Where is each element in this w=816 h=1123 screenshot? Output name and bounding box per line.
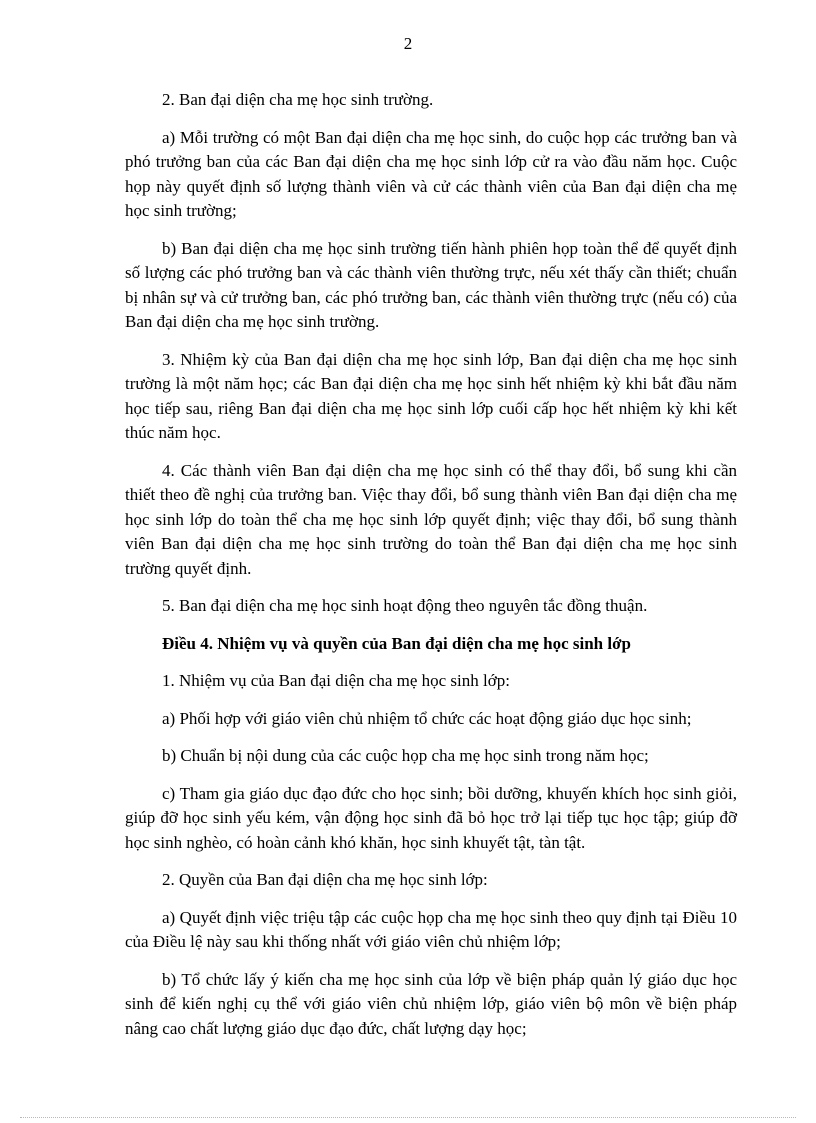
paragraph-2b: b) Ban đại diện cha mẹ học sinh trường tiến hành phiên họp toàn thể để quyết định số lượng các phó trưởng ban và các thành viên thường trực, nếu xét thấy cần thiết; chuẩn bị nhân sự và cử trưởng ban, các phó trưởng ban, các thành viên thường trực (nếu có) của Ban đại diện cha mẹ học sinh trường. xyxy=(125,238,737,331)
paragraph-duty-c: c) Tham gia giáo dục đạo đức cho học sinh; bồi dưỡng, khuyến khích học sinh giỏi, giúp đỡ học sinh yếu kém, vận động học sinh đã bỏ học trở lại tiếp tục học tập; giúp đỡ học sinh nghèo, có hoàn cảnh khó khăn, học sinh khuyết tật, tàn tật. xyxy=(125,783,737,852)
paragraph-duties-intro: 1. Nhiệm vụ của Ban đại diện cha mẹ học sinh lớp: xyxy=(162,671,510,690)
paragraph-section-4: 4. Các thành viên Ban đại diện cha mẹ học sinh có thể thay đổi, bổ sung khi cần thiết theo đề nghị của trưởng ban. Việc thay đổi, bổ sung thành viên Ban đại diện cha mẹ học sinh lớp do toàn thể cha mẹ học sinh lớp quyết định; việc thay đổi, bổ sung thành viên Ban đại diện cha mẹ học sinh trường do toàn thể Ban đại diện cha mẹ học sinh trường quyết định. xyxy=(125,460,737,578)
paragraph-duty-a: a) Phối hợp với giáo viên chủ nhiệm tổ chức các hoạt động giáo dục học sinh; xyxy=(162,708,692,728)
page-bottom-divider xyxy=(20,1117,796,1118)
paragraph-section-5: 5. Ban đại diện cha mẹ học sinh hoạt động theo nguyên tắc đồng thuận. xyxy=(162,596,648,615)
paragraph-rights-intro: 2. Quyền của Ban đại diện cha mẹ học sinh lớp: xyxy=(162,870,488,889)
paragraph-2a: a) Mỗi trường có một Ban đại diện cha mẹ học sinh, do cuộc họp các trưởng ban và phó trưởng ban của các Ban đại diện cha mẹ học sinh lớp cử ra vào đầu năm học. Cuộc họp này quyết định số lượng thành viên và cử các thành viên của Ban đại diện cha mẹ học sinh trường; xyxy=(125,127,737,220)
document-body xyxy=(125,88,737,1054)
page-number: 2 xyxy=(403,34,413,53)
paragraph-duty-b: b) Chuẩn bị nội dung của các cuộc họp cha mẹ học sinh trong năm học; xyxy=(162,746,649,765)
article-4-heading: Điều 4. Nhiệm vụ và quyền của Ban đại diện cha mẹ học sinh lớp xyxy=(162,633,631,653)
paragraph-right-b: b) Tổ chức lấy ý kiến cha mẹ học sinh của lớp về biện pháp quản lý giáo dục học sinh để kiến nghị cụ thể với giáo viên chủ nhiệm lớp, giáo viên bộ môn về biện pháp nâng cao chất lượng giáo dục đạo đức, chất lượng dạy học; xyxy=(125,969,737,1038)
paragraph-section-2: 2. Ban đại diện cha mẹ học sinh trường. xyxy=(162,90,434,109)
paragraph-right-a: a) Quyết định việc triệu tập các cuộc họp cha mẹ học sinh theo quy định tại Điều 10 của Điều lệ này sau khi thống nhất với giáo viên chủ nhiệm lớp; xyxy=(125,907,737,951)
paragraph-section-3: 3. Nhiệm kỳ của Ban đại diện cha mẹ học sinh lớp, Ban đại diện cha mẹ học sinh trường là một năm học; các Ban đại diện cha mẹ học sinh hết nhiệm kỳ khi bắt đầu năm học tiếp sau, riêng Ban đại diện cha mẹ học sinh lớp cuối cấp học hết nhiệm kỳ khi kết thúc năm học. xyxy=(125,349,737,442)
